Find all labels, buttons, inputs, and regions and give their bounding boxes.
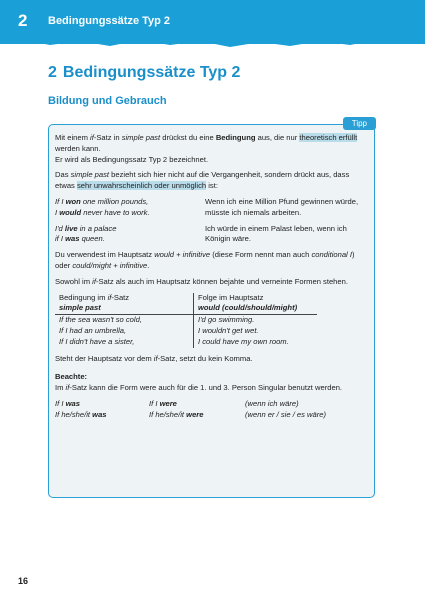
page-title <box>48 64 240 82</box>
paragraph-comma: Steht der Hauptsatz vor dem if-Satz, setzt du kein Komma. <box>55 353 253 363</box>
paragraph-main-clause: Du verwendest im Hauptsatz would + infinitive (diese Form nennt man auch conditional I) oder could/might + infinitive. <box>55 250 355 270</box>
condition-table: Bedingung im if-Satz Folge im Hauptsatz simple past would (could/should/might) If the sea wasn't so cold, I'd go swimming. If I had an umbrella, I wouldn't get wet. If I didn't have a sister, I could have my own room. <box>55 293 317 348</box>
form-row: If he/she/it was If he/she/it were (wenn er / sie / es wäre) <box>55 409 327 419</box>
chapter-title: Bedingungssätze Typ 2 <box>48 15 171 27</box>
tipp-badge: Tipp <box>343 117 376 130</box>
table-header-result: Folge im Hauptsatz <box>198 292 264 302</box>
table-header-condition: Bedingung im if-Satz <box>55 293 194 304</box>
page-number: 16 <box>18 576 29 586</box>
table-row: If the sea wasn't so cold, I'd go swimming. <box>55 315 317 326</box>
section-number: 2 <box>48 64 57 81</box>
table-row: If I had an umbrella, I wouldn't get wet. <box>55 326 317 337</box>
paragraph-past: Das simple past bezieht sich hier nicht auf die Vergangenheit, sondern drückt aus, dass etwas sehr unwahrscheinlich oder unmöglich ist: <box>55 170 350 191</box>
banner-brush-edge <box>0 36 425 50</box>
tip-content <box>55 133 367 421</box>
chapter-number: 2 <box>18 11 28 30</box>
subtitle: Bildung und Gebrauch <box>48 95 167 107</box>
beachte-label: Beachte: <box>55 372 88 382</box>
highlight-unlikely: sehr unwahrscheinlich oder unmöglich <box>76 181 207 191</box>
paragraph-forms: Sowohl im if-Satz als auch im Hauptsatz können bejahte und verneinte Formen stehen. <box>55 276 348 286</box>
example-million: If I won one million pounds, I would never have to work. Wenn ich eine Million Pfund gewinnen würde, müsste ich niemals arbeiten. <box>55 196 359 217</box>
section-title: Bedingungssätze Typ 2 <box>62 64 241 81</box>
table-row: If I didn't have a sister, I could have my own room. <box>55 337 317 348</box>
example-palace: I'd live in a palace if I was queen. Ich würde in einem Palast leben, wenn ich Königin wäre. <box>55 223 347 244</box>
tip-box <box>48 119 375 498</box>
highlight-theoretical: theoretisch erfüllt <box>299 133 358 142</box>
paragraph-condition: Mit einem if-Satz in simple past drückst du eine Bedingung aus, die nur theoretisch erfüllt werden kann. Er wird als Bedingungssatz Typ 2 bezeichnet. <box>55 133 358 164</box>
paragraph-beachte: Beachte: Im if-Satz kann die Form were auch für die 1. und 3. Person Singular benutzt werden. <box>55 372 343 393</box>
form-row: If I was If I were (wenn ich wäre) <box>55 398 299 408</box>
